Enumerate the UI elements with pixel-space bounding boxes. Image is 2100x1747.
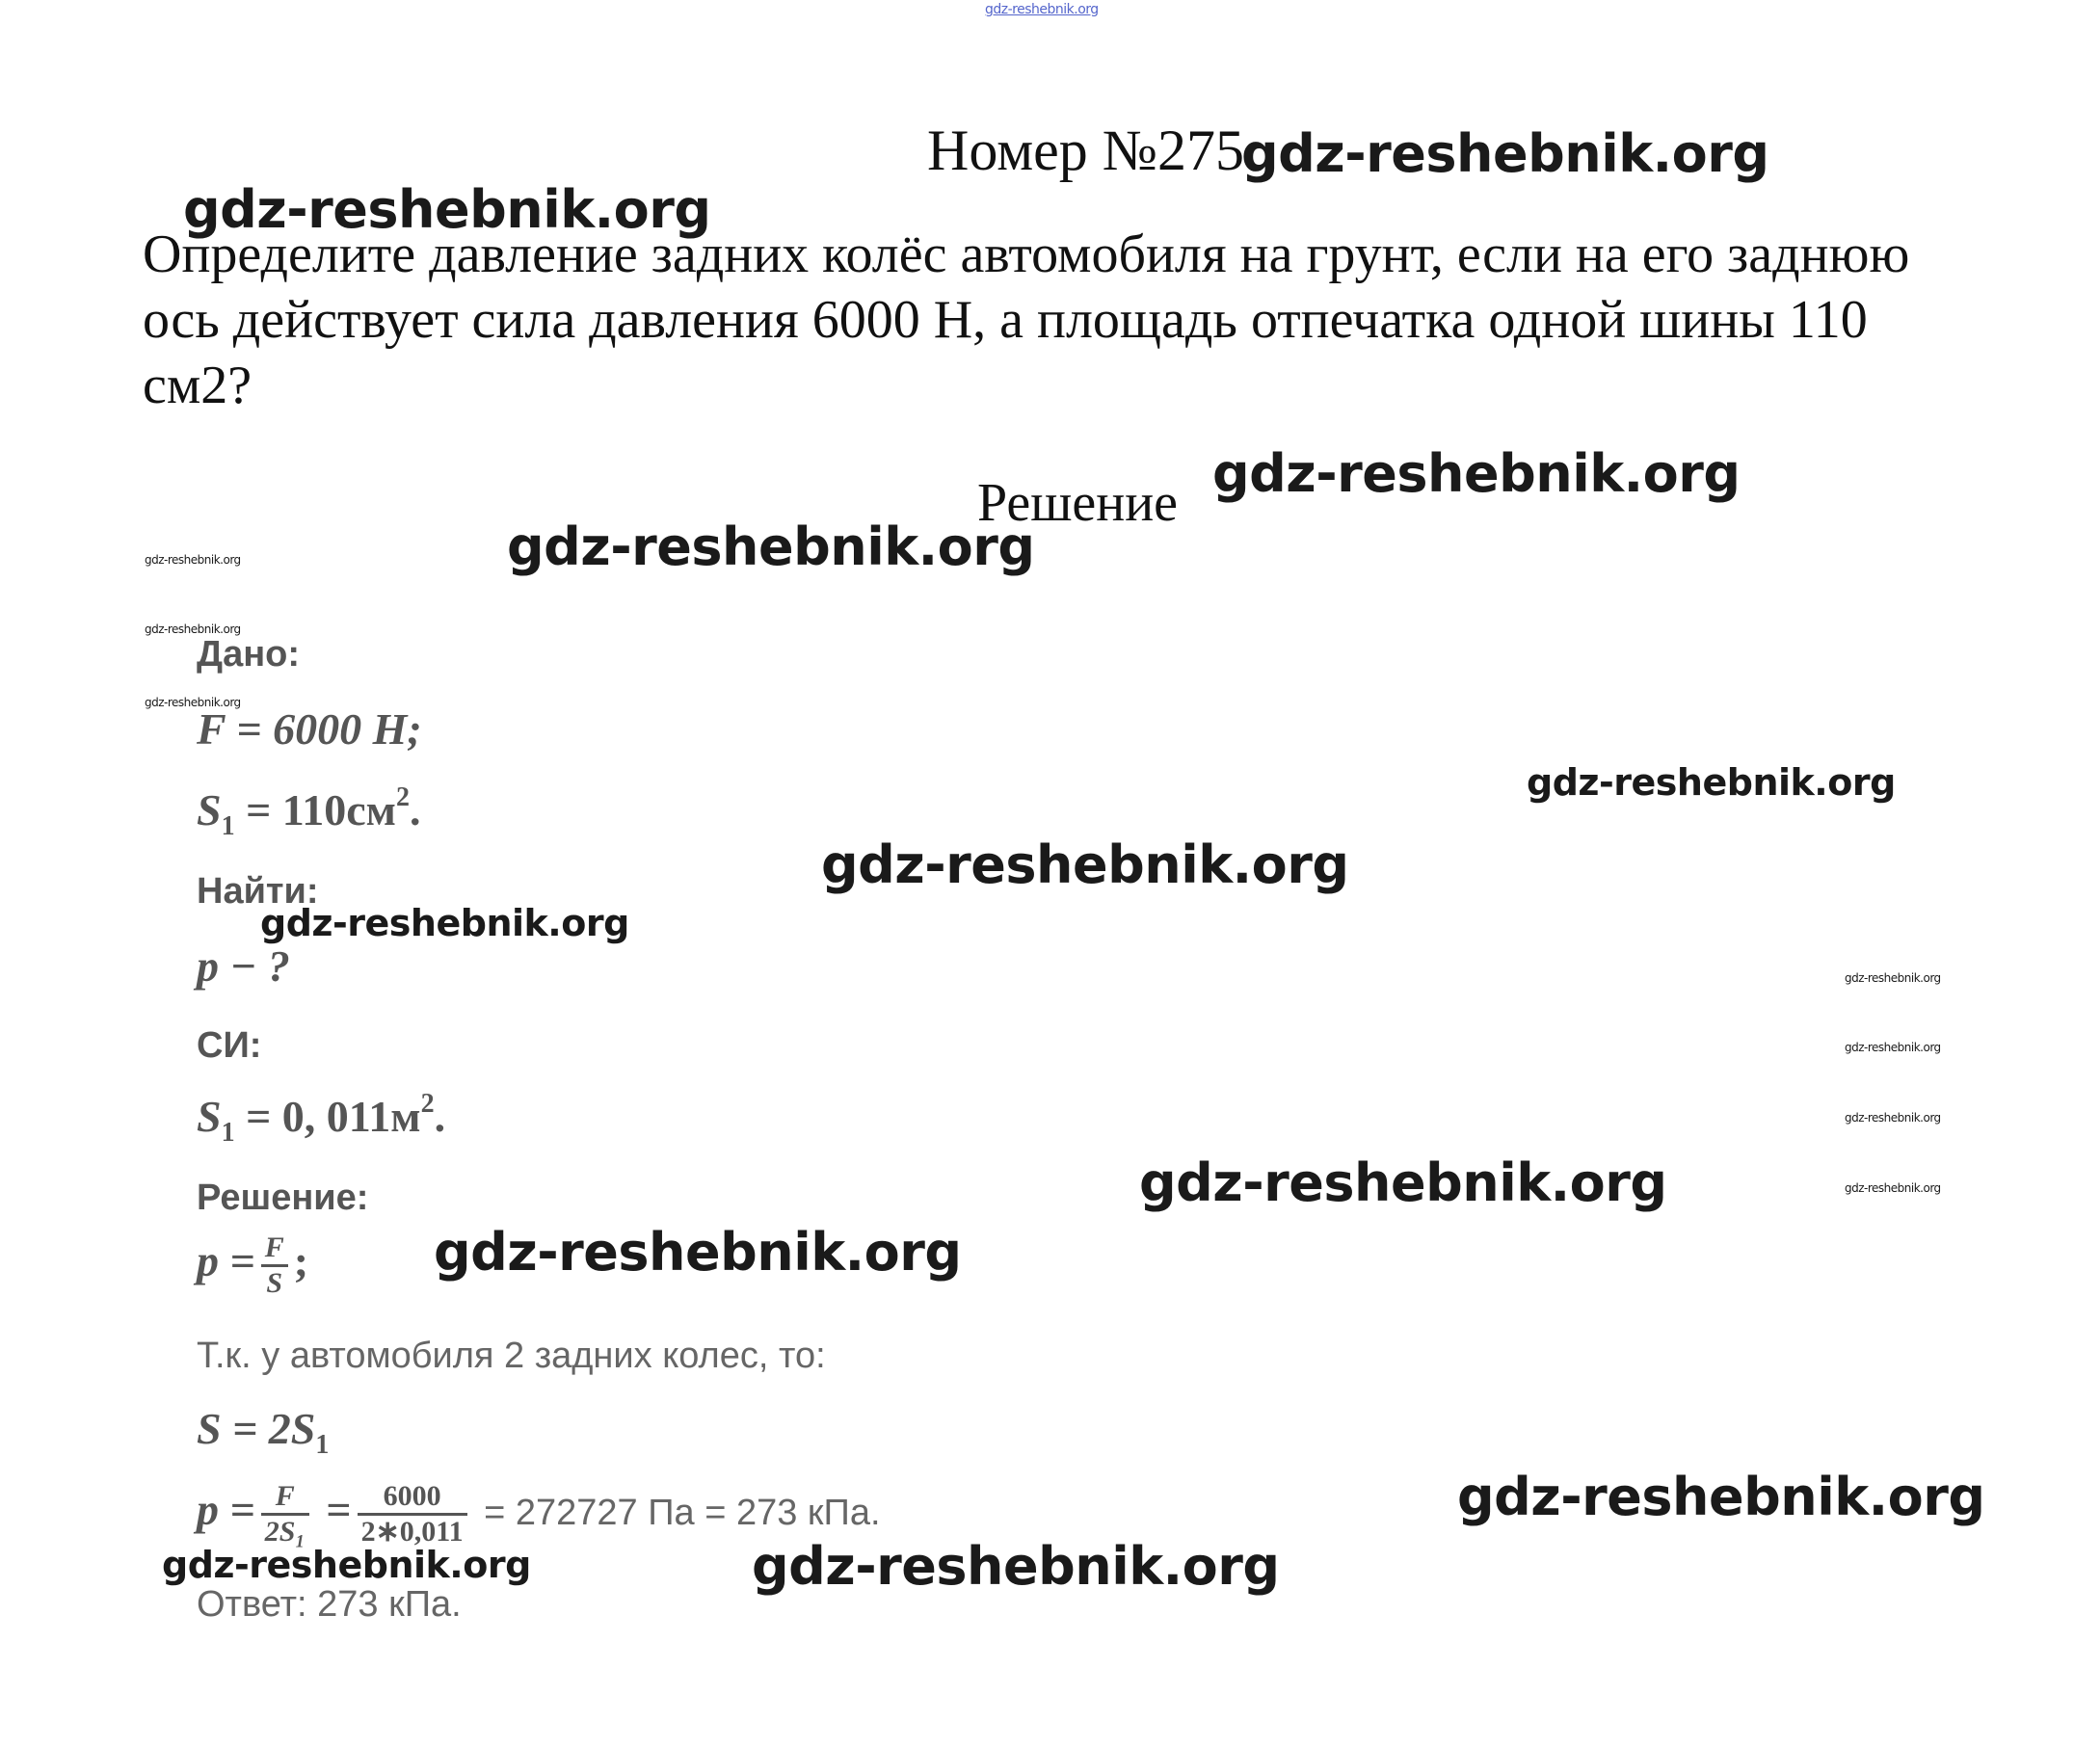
punct: . (410, 785, 421, 834)
equals: = (326, 1485, 352, 1535)
page-title: Номер №275 (927, 119, 1245, 182)
given-force-text: F = 6000 Н; (197, 704, 422, 754)
subscript: 1 (221, 811, 235, 841)
watermark-top[interactable]: gdz-reshebnik.org (985, 2, 1099, 17)
area-si-value: = 0, 011м (246, 1092, 421, 1141)
subscript: 1 (315, 1430, 330, 1460)
watermark: gdz-reshebnik.org (1457, 1467, 1985, 1527)
given-label: Дано: (197, 634, 301, 675)
watermark: gdz-reshebnik.org (821, 834, 1349, 895)
calc-lhs: p = (197, 1485, 255, 1535)
solution-label: Решение: (197, 1178, 369, 1218)
denominator: 2S₁ (264, 1516, 306, 1548)
watermark: gdz-reshebnik.org (1241, 123, 1769, 184)
si-area (197, 1089, 445, 1149)
area-total (197, 1403, 329, 1461)
watermark: gdz-reshebnik.org (752, 1536, 1280, 1597)
punct: . (434, 1092, 446, 1141)
watermark: gdz-reshebnik.org (1845, 1181, 1941, 1195)
denominator: 2∗0,011 (360, 1516, 464, 1548)
watermark: gdz-reshebnik.org (162, 1544, 531, 1586)
area-value: = 110см (246, 785, 397, 834)
punct: ; (293, 1236, 309, 1286)
fraction (261, 1480, 309, 1548)
watermark: gdz-reshebnik.org (145, 696, 241, 709)
find-text: p − ? (197, 941, 290, 991)
watermark: gdz-reshebnik.org (507, 516, 1035, 577)
denominator: S (266, 1267, 283, 1299)
numerator: F (261, 1231, 288, 1267)
answer-text: Ответ: 273 кПа. (197, 1584, 462, 1625)
watermark: gdz-reshebnik.org (1845, 1111, 1941, 1125)
fraction (261, 1231, 288, 1300)
formula-lhs: p = (197, 1236, 255, 1286)
note-text: Т.к. у автомобиля 2 задних колес, то: (197, 1336, 826, 1376)
watermark: gdz-reshebnik.org (1527, 761, 1896, 804)
watermark: gdz-reshebnik.org (434, 1222, 962, 1283)
watermark: gdz-reshebnik.org (1212, 443, 1741, 504)
given-area (197, 782, 421, 842)
numerator: 6000 (358, 1480, 467, 1516)
watermark: gdz-reshebnik.org (145, 553, 241, 567)
problem-text: Определите давление задних колёс автомобиля на грунт, если на его заднюю ось действует сила давления 6000 Н, а площадь отпечатка одной шины 110 см2? (143, 225, 1910, 415)
watermark: gdz-reshebnik.org (260, 902, 629, 944)
watermark: gdz-reshebnik.org (1139, 1152, 1667, 1213)
watermark: gdz-reshebnik.org (1845, 971, 1941, 985)
calc-result: = 272727 Па = 273 кПа. (484, 1493, 881, 1534)
superscript: 2 (396, 782, 411, 812)
formula-pressure (197, 1231, 308, 1300)
fraction (358, 1480, 467, 1548)
watermark: gdz-reshebnik.org (1845, 1041, 1941, 1054)
area-total-text: S = 2S (197, 1404, 316, 1453)
watermark: gdz-reshebnik.org (183, 179, 711, 240)
var-s: S (197, 1092, 222, 1141)
find-label: Найти: (197, 871, 319, 912)
superscript: 2 (420, 1089, 435, 1119)
var-s: S (197, 785, 222, 834)
given-force (197, 703, 422, 754)
numerator: F (261, 1480, 309, 1516)
si-label: СИ: (197, 1025, 262, 1066)
find-value (197, 940, 290, 992)
subscript: 1 (221, 1118, 235, 1148)
watermark: gdz-reshebnik.org (145, 622, 241, 636)
solution-heading: Решение (977, 473, 1179, 533)
